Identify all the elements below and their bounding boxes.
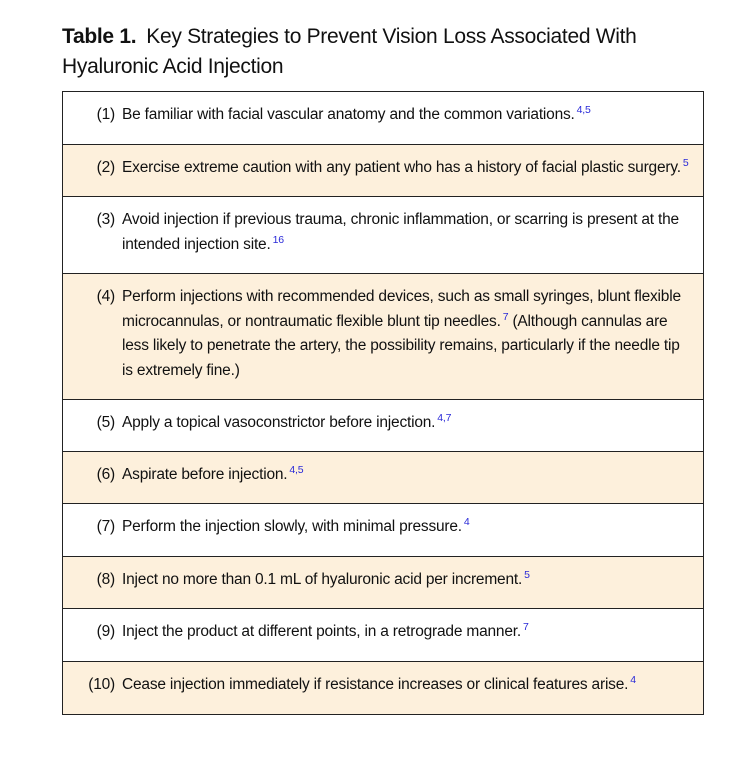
table-row xyxy=(63,197,703,274)
reference-superscript: 4,7 xyxy=(437,412,452,424)
row-text: Be familiar with facial vascular anatomy and the common variations. $^{4,5}$ xyxy=(122,104,591,123)
strategies-table xyxy=(62,91,704,715)
row-number: (6) xyxy=(96,466,115,483)
table-row xyxy=(63,400,703,452)
row-text: Inject no more than 0.1 mL of hyaluronic acid per increment. $^5$ xyxy=(122,569,530,588)
row-number: (5) xyxy=(96,414,115,431)
table-row xyxy=(63,145,703,197)
table-row xyxy=(63,92,703,145)
row-number: (10) xyxy=(88,676,115,693)
reference-superscript: 5 xyxy=(524,569,530,581)
row-number: (8) xyxy=(96,571,115,588)
row-number: (2) xyxy=(96,159,115,176)
row-number: (4) xyxy=(96,288,115,305)
row-number: (3) xyxy=(96,211,115,228)
row-text: Avoid injection if previous trauma, chronic inflammation, or scarring is present at the intended injection site. $^{16}$ xyxy=(122,211,679,253)
table-row xyxy=(63,609,703,662)
reference-superscript: 7 xyxy=(502,310,509,323)
row-text: Perform the injection slowly, with minimal pressure. $^4$ xyxy=(122,516,470,535)
table-title-text: Key Strategies to Prevent Vision Loss Associated With Hyaluronic Acid Injection xyxy=(62,25,637,78)
table-row xyxy=(63,274,703,400)
table-row xyxy=(63,557,703,609)
table-row xyxy=(63,452,703,504)
reference-superscript: 4 xyxy=(630,674,636,686)
table-row xyxy=(63,504,703,557)
table-row xyxy=(63,662,703,714)
row-text: Cease injection immediately if resistance increases or clinical features arise. $^4$ xyxy=(122,674,636,693)
reference-superscript: 4,5 xyxy=(576,104,591,116)
reference-superscript: 7 xyxy=(522,621,529,633)
reference-superscript: 4,5 xyxy=(289,464,304,476)
row-number: (9) xyxy=(96,623,115,640)
row-text: Exercise extreme caution with any patient who has a history of facial plastic surgery. $^5$ xyxy=(122,157,689,176)
row-number: (1) xyxy=(96,106,115,123)
row-text: Perform injections with recommended devices, such as small syringes, blunt flexible microcannulas, or nontraumatic flexible blunt tip needles. $^7$ (Although cannulas are less likely to penetrate the artery, the possibility remains, particularly if the needle tip is extremely fine.) xyxy=(122,288,681,379)
row-text: Apply a topical vasoconstrictor before injection. $^{4,7}$ xyxy=(122,412,452,431)
row-number: (7) xyxy=(96,518,115,535)
reference-superscript: 5 xyxy=(682,157,689,169)
table-title xyxy=(62,22,702,82)
reference-superscript: 16 xyxy=(272,233,284,246)
table-label: Table 1. xyxy=(62,25,137,48)
reference-superscript: 4 xyxy=(463,516,470,528)
row-text: Inject the product at different points, in a retrograde manner. $^7$ xyxy=(122,621,529,640)
row-text: Aspirate before injection. $^{4,5}$ xyxy=(122,464,304,483)
